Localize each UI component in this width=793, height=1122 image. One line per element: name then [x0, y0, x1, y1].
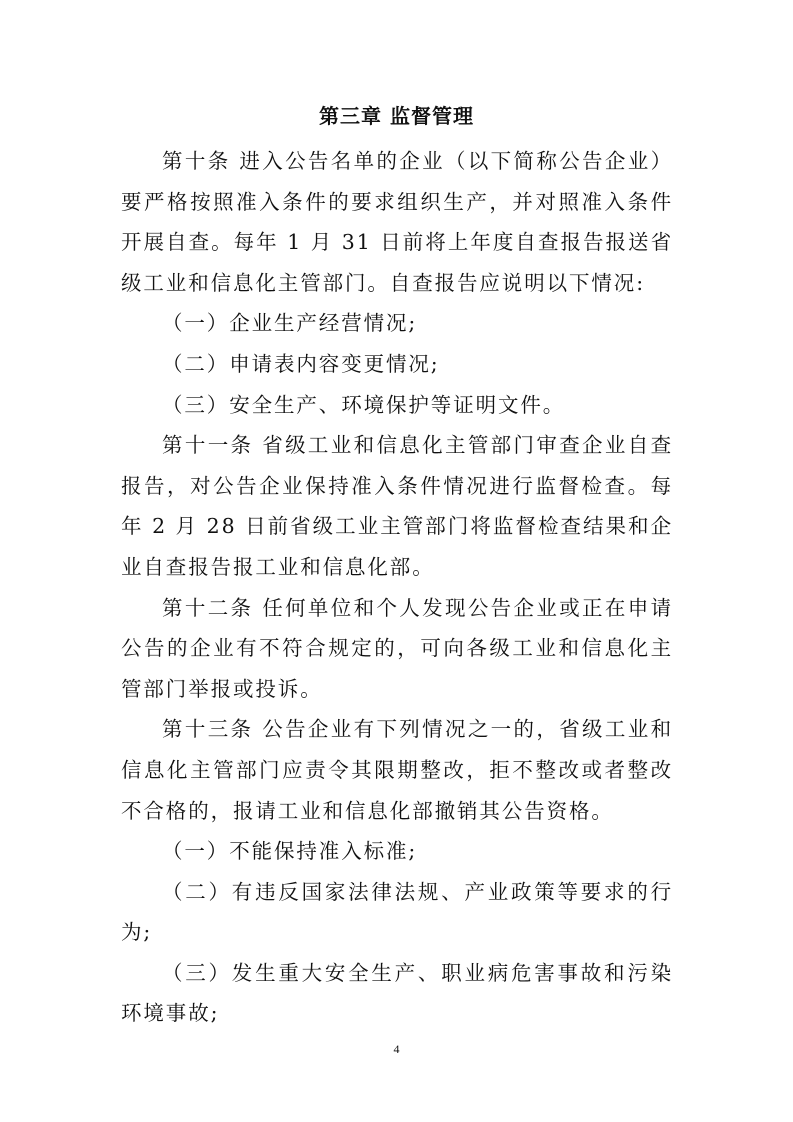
list-item: （一）企业生产经营情况;: [162, 311, 418, 336]
paragraph-article-11: 第十一条 省级工业和信息化主管部门审查企业自查报告，对公告企业保持准入条件情况进行监督检查。每年 2 月 28 日前省级工业主管部门将监督检查结果和企业自查报告报工业和信息化部。: [121, 433, 673, 579]
list-item: （二）有违反国家法律法规、产业政策等要求的行为;: [121, 879, 673, 945]
list-item: （三）发生重大安全生产、职业病危害事故和污染环境事故;: [121, 960, 673, 1026]
page-number: 4: [393, 1042, 400, 1056]
list-item: （二）申请表内容变更情况;: [162, 351, 440, 376]
paragraph-article-12: 第十二条 任何单位和个人发现公告企业或正在申请公告的企业有不符合规定的，可向各级工业和信息化主管部门举报或投诉。: [121, 595, 673, 701]
paragraph-article-10: 第十条 进入公告名单的企业（以下简称公告企业）要严格按照准入条件的要求组织生产，并对照准入条件开展自查。每年 1 月 31 日前将上年度自查报告报送省级工业和信息化主管部门。自查报告应说明以下情况:: [121, 149, 673, 295]
paragraph-article-13: 第十三条 公告企业有下列情况之一的，省级工业和信息化主管部门应责令其限期整改，拒不整改或者整改不合格的，报请工业和信息化部撤销其公告资格。: [121, 717, 673, 823]
list-item: （三）安全生产、环境保护等证明文件。: [162, 392, 566, 417]
body-text: [121, 141, 673, 1034]
chapter-title: 第三章 监督管理: [319, 104, 474, 128]
list-item: （一）不能保持准入标准;: [162, 839, 418, 864]
